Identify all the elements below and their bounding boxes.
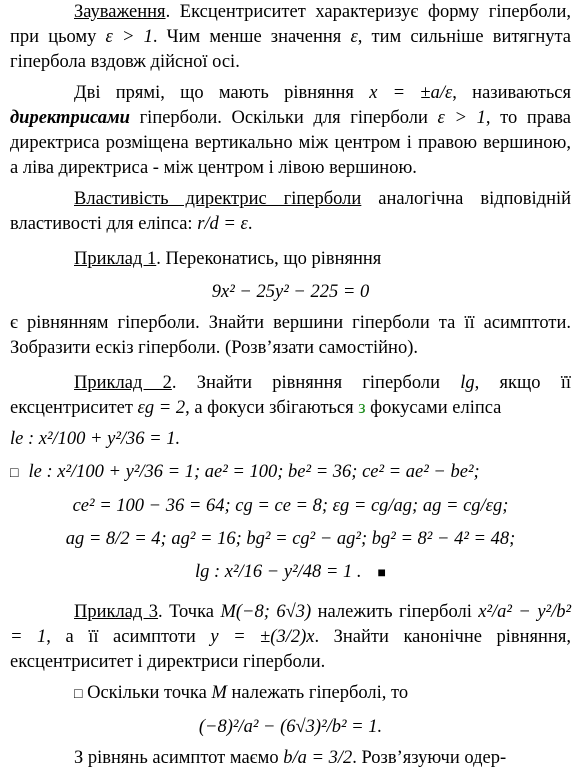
directrix-property-paragraph: Властивість директрис гіперболи аналогічна відповідній властивості для еліпса: r/d = ε.: [10, 189, 572, 234]
example-2-label: Приклад 2: [74, 373, 172, 393]
example-1-task: є рівнянням гіперболи. Знайти вершини гіперболи та її асимптоти. Зобразити ескіз гіперболи. (Розв’язати самостійно).: [10, 313, 571, 358]
solution-line-1: □ le : x²/100 + y²/36 = 1; ae² = 100; be² = 36; ce² = ae² − be²;: [10, 462, 480, 482]
solution-line-3: ag = 8/2 = 4; ag² = 16; bg² = cg² − ag²; bg² = 8² − 4² = 48;: [65, 529, 516, 549]
example-3-point-equation: (−8)²/a² − (6√3)²/b² = 1.: [198, 717, 383, 737]
example-3-solution-intro: □ Оскільки точка M належать гіперболі, то: [74, 683, 409, 703]
highlighted-preposition: з: [358, 398, 366, 418]
property-label: Властивість директрис гіперболи: [74, 189, 362, 209]
example-1-paragraph: Приклад 1. Переконатись, що рівняння: [74, 249, 382, 269]
example-3-last-line: З рівнянь асимптот маємо b/a = 3/2. Розв’язуючи одер-: [74, 748, 507, 768]
solution-3-start-marker: □: [74, 687, 83, 702]
example-2-paragraph: Приклад 2. Знайти рівняння гіперболи lg, якщо її ексцентриситет εg = 2, а фокуси збігаються з фокусами еліпса: [10, 373, 571, 418]
remark-label: Зауваження: [74, 2, 166, 22]
directrix-definition-paragraph: Дві прямі, що мають рівняння x = ±a/ε, називаються директрисами гіперболи. Оскільки для гіперболи ε > 1, то права директриса розміщена вертикально між центром і правою вершиною, а ліва директриса - між центром і лівою вершиною.: [10, 83, 572, 178]
example-1-label: Приклад 1: [74, 249, 157, 269]
remark-paragraph: Зауваження. Ексцентриситет характеризує форму гіперболи, при цьому ε > 1. Чим менше значення ε, тим сильніше витягнута гіпербола вздовж дійсної осі.: [10, 2, 571, 72]
example-3-paragraph: Приклад 3. Точка M(−8; 6√3) належить гіперболі x²/a² − y²/b² = 1, а її асимптоти y = ±(3/2)x. Знайти канонічне рівняння, ексцентриситет і директриси гіперболи.: [10, 602, 572, 672]
directrix-term: директрисами: [10, 108, 130, 128]
solution-line-2: ce² = 100 − 36 = 64; cg = ce = 8; εg = cg/ag; ag = cg/εg;: [72, 496, 509, 516]
solution-start-marker: □: [10, 466, 19, 481]
ellipse-equation: le : x²/100 + y²/36 = 1.: [10, 429, 181, 449]
example-3-label: Приклад 3: [74, 602, 159, 622]
solution-end-marker: ■: [377, 566, 387, 581]
example-1-equation: 9x² − 25y² − 225 = 0: [211, 282, 370, 302]
solution-line-4: lg : x²/16 − y²/48 = 1 . ■: [194, 562, 387, 582]
directrix-equation: x = ±a/ε: [369, 83, 453, 103]
